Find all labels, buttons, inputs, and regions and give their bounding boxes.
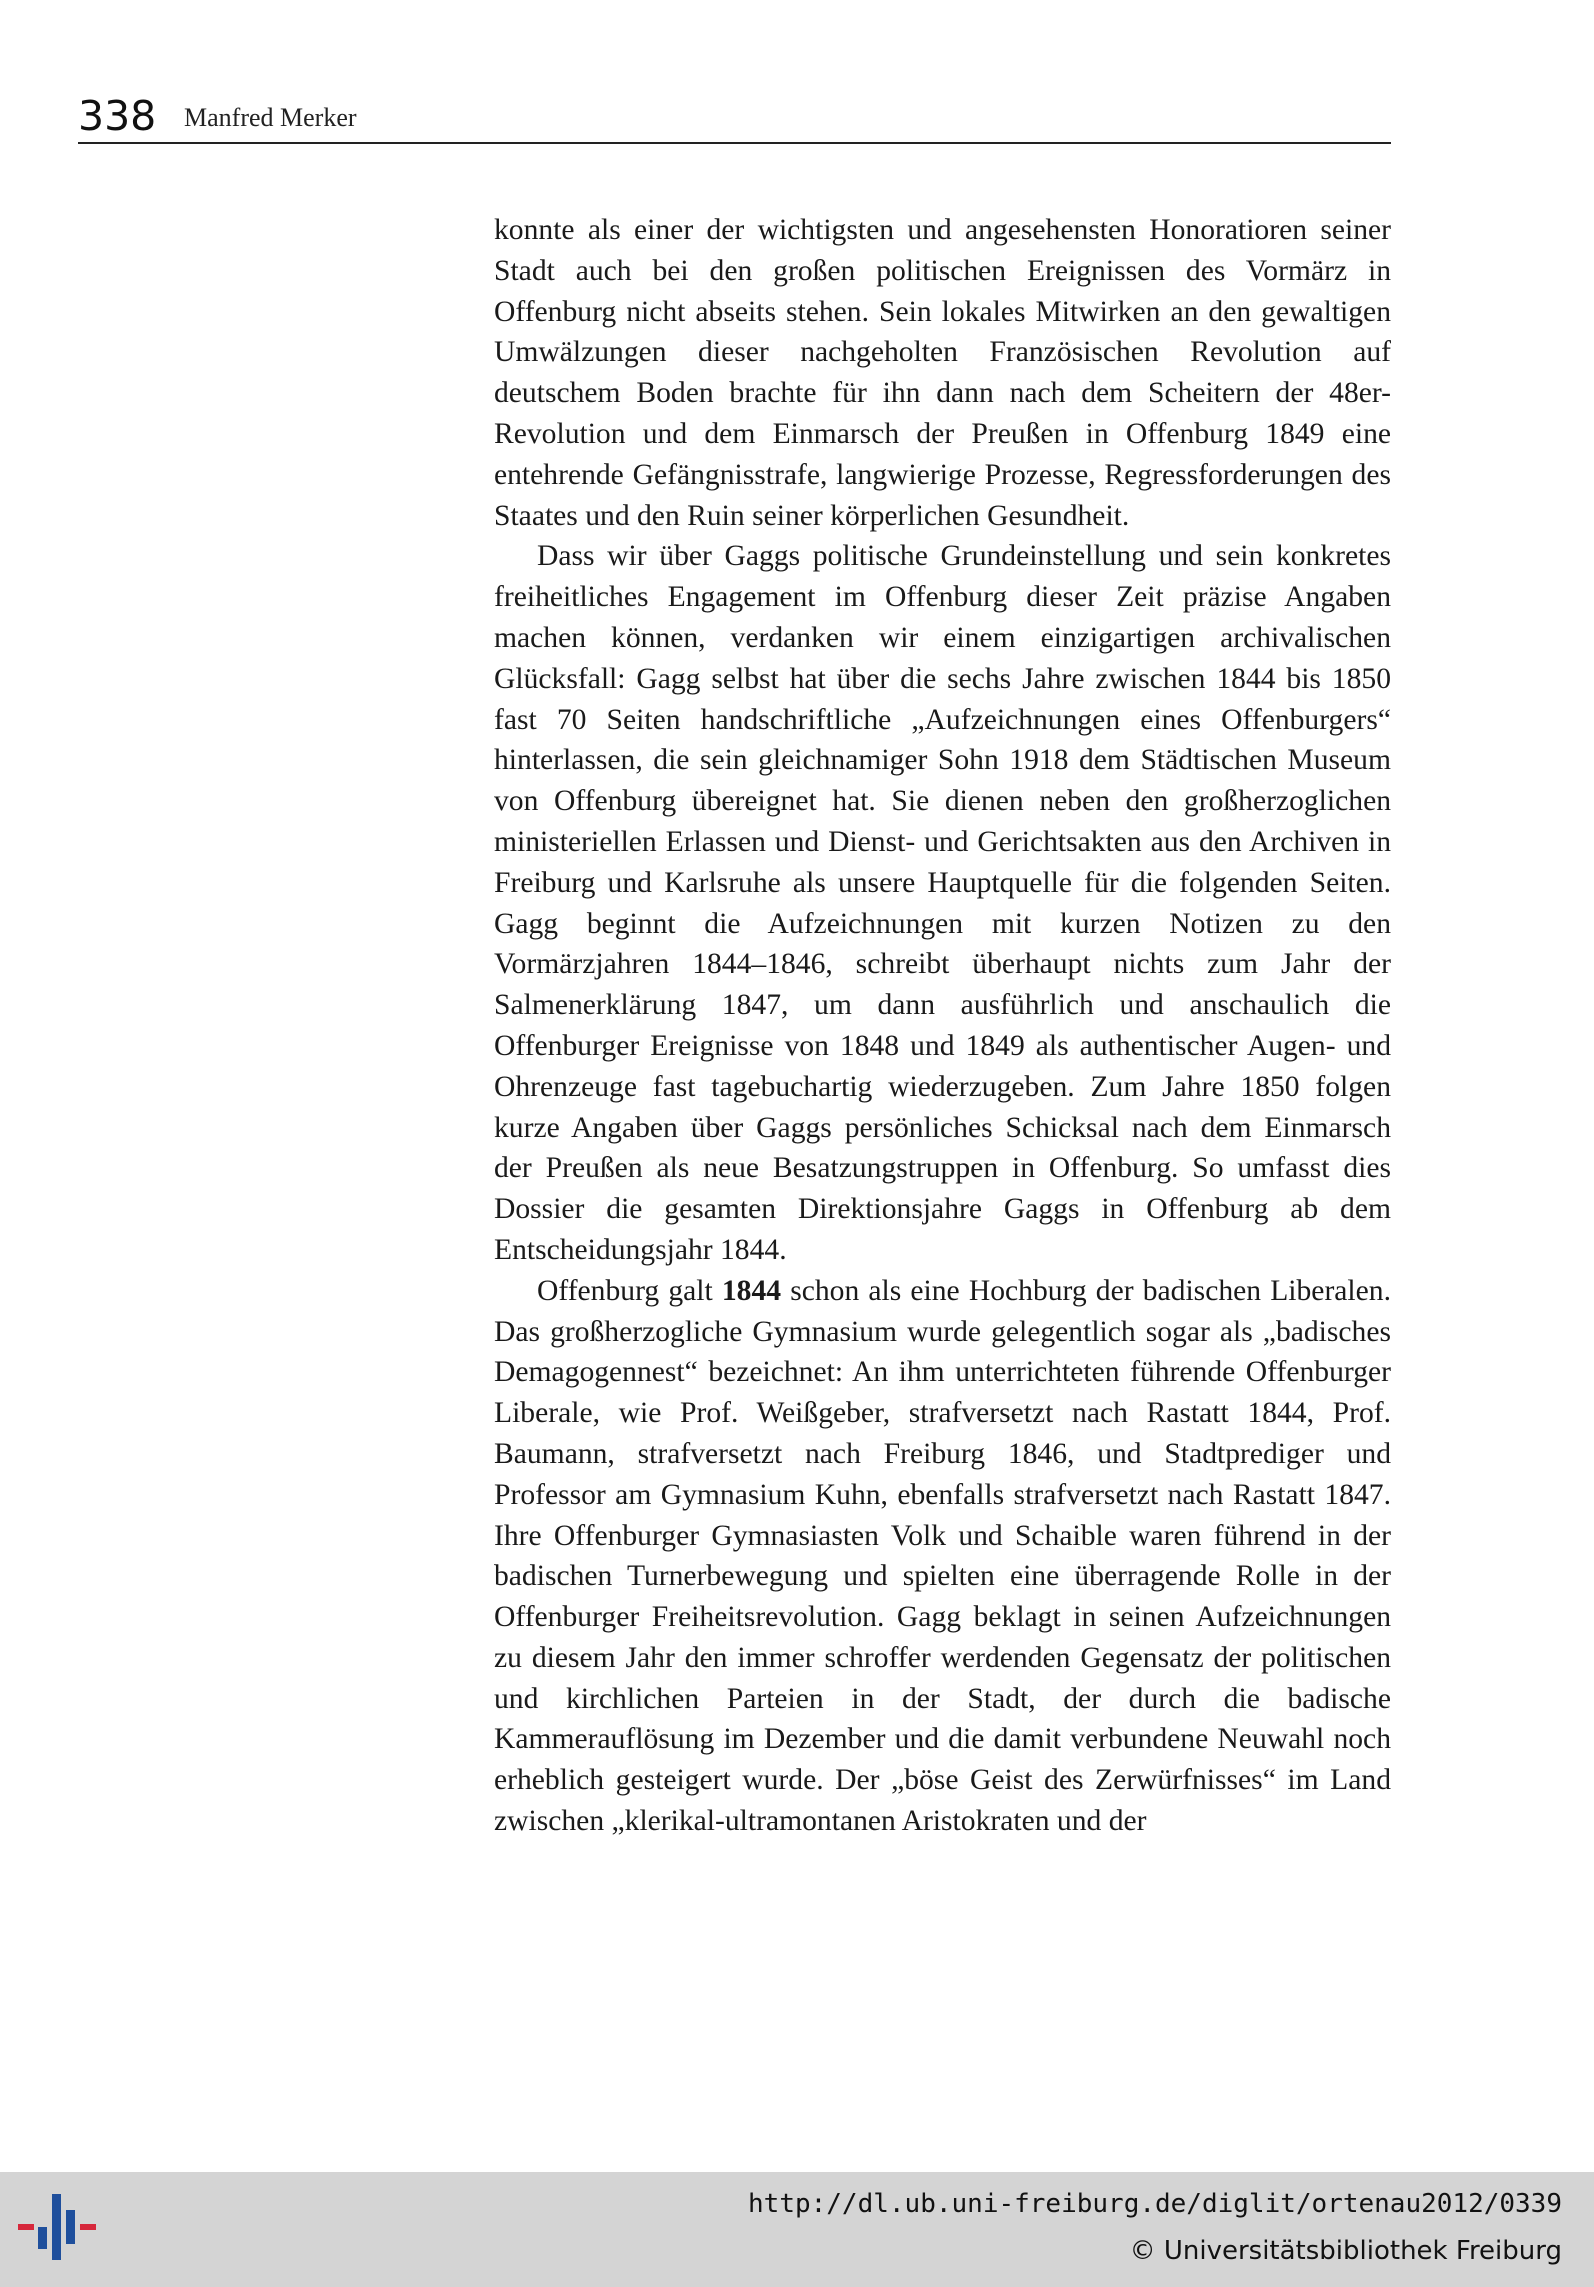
paragraph-3 (494, 1271, 1391, 1842)
body-text (494, 210, 1391, 1842)
footer-copyright: © Universitätsbibliothek Freiburg (1129, 2236, 1562, 2266)
paragraph-1: konnte als einer der wichtigsten und angesehensten Honoratioren seiner Stadt auch bei den großen politischen Ereignissen des Vormärz in Offenburg nicht abseits stehen. Sein lokales Mitwirken an den gewaltigen Umwälzungen dieser nachgeholten Französischen Revolution auf deutschem Boden brachte für ihn dann nach dem Scheitern der 48er-Revolution und dem Einmarsch der Preußen in Offenburg 1849 eine entehrende Gefängnisstrafe, langwierige Prozesse, Regressforderungen des Staates und den Ruin seiner körperlichen Gesundheit. (494, 214, 1391, 532)
running-header (78, 92, 1391, 144)
running-author: Manfred Merker (184, 103, 357, 132)
paragraph-3-start: Offenburg galt (537, 1274, 722, 1307)
paragraph-3-rest: schon als eine Hochburg der badischen Liberalen. Das großherzogliche Gymnasium wurde gelegentlich sogar als „badisches Demagogennest“ bezeichnet: An ihm unterrichteten führende Offenburger Liberale, wie Prof. Weißgeber, strafversetzt nach Rastatt 1844, Prof. Baumann, strafversetzt nach Freiburg 1846, und Stadtprediger und Professor am Gymnasium Kuhn, ebenfalls strafversetzt nach Rastatt 1847. Ihre Offenburger Gymnasiasten Volk und Schaible waren führend in der badischen Turnerbewegung und spielten eine überragende Rolle in der Offenburger Freiheitsrevolution. Gagg beklagt in seinen Aufzeichnungen zu diesem Jahr den immer schroffer werdenden Gegensatz der politischen und kirchlichen Parteien in der Stadt, der durch die badische Kammerauflösung im Dezember und die damit verbundene Neuwahl noch erheblich gesteigert wurde. Der „böse Geist des Zerwürfnisses“ im Land zwischen „klerikal-ultramontanen Aristokraten und der (494, 1274, 1391, 1838)
ub-freiburg-logo-icon (18, 2194, 102, 2260)
paragraph-2: Dass wir über Gaggs politische Grundeinstellung und sein konkretes freiheitliches Engagement im Offenburg dieser Zeit präzise Angaben machen können, verdanken wir einem einzigartigen archivalischen Glücksfall: Gagg selbst hat über die sechs Jahre zwischen 1844 bis 1850 fast 70 Seiten handschriftliche „Aufzeichnungen eines Offenburgers“ hinterlassen, die sein gleichnamiger Sohn 1918 dem Städtischen Museum von Offenburg übereignet hat. Sie dienen neben den großherzoglichen ministeriellen Erlassen und Dienst- und Gerichtsakten aus den Archiven in Freiburg und Karlsruhe als unsere Hauptquelle für die folgenden Seiten. Gagg beginnt die Aufzeichnungen mit kurzen Notizen zu den Vormärzjahren 1844–1846, schreibt überhaupt nichts zum Jahr der Salmenerklärung 1847, um dann ausführlich und anschaulich die Offenburger Ereignisse von 1848 und 1849 als authentischer Augen- und Ohrenzeuge fast tagebuchartig wiederzugeben. Zum Jahre 1850 folgen kurze Angaben über Gaggs persönliches Schicksal nach dem Einmarsch der Preußen als neue Besatzungstruppen in Offenburg. So umfasst dies Dossier die gesamten Direktionsjahre Gaggs in Offenburg ab dem Entscheidungsjahr 1844. (494, 540, 1391, 1266)
footer-url-link[interactable]: http://dl.ub.uni-freiburg.de/diglit/ortenau2012/0339 (748, 2189, 1562, 2219)
bold-year: 1844 (721, 1274, 782, 1307)
footer-bar (0, 2172, 1594, 2287)
page-number: 338 (78, 92, 157, 140)
